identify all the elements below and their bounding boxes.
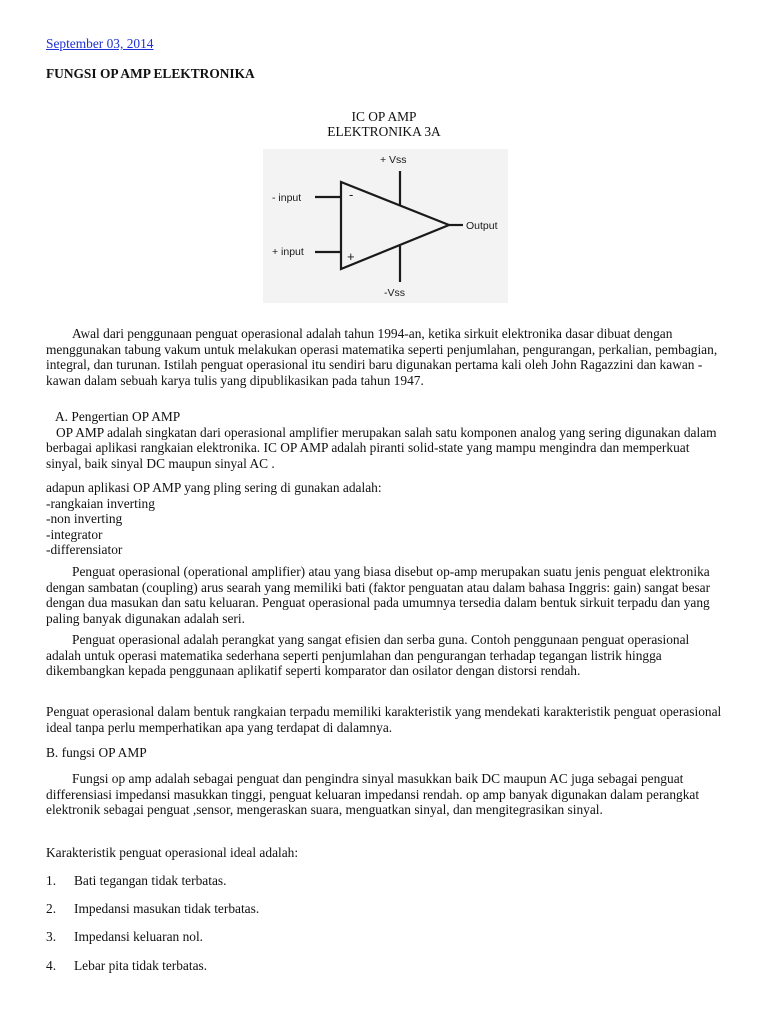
applications-intro: adapun aplikasi OP AMP yang pling sering di gunakan adalah:: [46, 480, 382, 495]
item-text: Bati tegangan tidak terbatas.: [74, 873, 227, 888]
label-vss-pos: + Vss: [380, 154, 407, 166]
efficiency-text: Penguat operasional adalah perangkat yang sangat efisien dan serba guna. Contoh penggunaan penguat operasional adalah untuk operasi matematika sederhana seperti penjumlahan dan pengurangan terhadap tegangan listrik hingga dikembangkan kepada penggunaan aplikatif seperti komparator dan osilator dengan distorsi rendah.: [46, 632, 690, 679]
applications-list: [46, 480, 724, 558]
figure-caption-line1: IC OP AMP: [351, 109, 417, 124]
list-item: -rangkaian inverting: [46, 495, 155, 511]
item-number: 2.: [46, 901, 57, 916]
op-amp-diagram: [263, 149, 508, 303]
list-item: -non inverting: [46, 511, 123, 527]
label-vss-neg: -Vss: [384, 287, 405, 299]
list-item: -integrator: [46, 526, 103, 542]
ideal-paragraph: [46, 704, 724, 735]
characteristics-item: [46, 873, 724, 889]
op-amp-triangle: [341, 182, 449, 269]
ideal-text: Penguat operasional dalam bentuk rangkaian terpadu memiliki karakteristik yang mendekati karakteristik penguat operasional ideal tanpa perlu memperhatikan apa yang terdapat di dalamnya.: [46, 704, 722, 735]
definition-text: Penguat operasional (operational amplifier) atau yang biasa disebut op-amp merupakan suatu jenis penguat elektronika dengan sambatan (coupling) arus searah yang memiliki bati (faktor penguatan atau dalam bahasa Inggris: gain) sangat besar dengan dua masukan dan satu keluaran. Penguat operasional pada umumnya tersedia dalam bentuk sirkuit terpadu dan yang paling banyak digunakan adalah seri.: [46, 564, 711, 626]
item-number: 4.: [46, 958, 57, 973]
sign-plus: +: [347, 249, 355, 264]
sign-minus: -: [349, 187, 354, 202]
op-amp-symbol-icon: [263, 149, 508, 303]
section-a: [46, 409, 724, 471]
section-b-heading-text: B. fungsi OP AMP: [46, 745, 147, 760]
efficiency-paragraph: [46, 632, 724, 679]
characteristics-item: [46, 901, 724, 917]
intro-text: Awal dari penggunaan penguat operasional adalah tahun 1994-an, ketika sirkuit elektronika dasar dibuat dengan menggunakan tabung vakum untuk melakukan operasi matematika seperti penjumlahan, pengurangan, perkalian, pembagian, integral, dan turunan. Istilah penguat operasional itu sendiri baru digunakan pertama kali oleh John Ragazzini dan kawan - kawan dalam sebuah karya tulis yang dipublikasikan pada tahun 1947.: [46, 326, 718, 388]
characteristics-item: [46, 958, 724, 974]
figure-caption-line2: ELEKTRONIKA 3A: [327, 124, 441, 139]
section-a-heading: A. Pengertian OP AMP: [55, 409, 181, 424]
label-input-pos: + input: [272, 246, 304, 258]
label-input-neg: - input: [272, 192, 302, 204]
item-text: Lebar pita tidak terbatas.: [74, 958, 208, 973]
section-b-text: Fungsi op amp adalah sebagai penguat dan pengindra sinyal masukkan baik DC maupun AC juga sebagai penguat differensiasi impedansi masukkan tinggi, penguat keluaran impedansi rendah. op amp banyak digunakan dalam perangkat elektronik sebagai penguat ,sensor, mengeraskan suara, menguatkan sinyal, dan mengitegrasikan sinyal.: [46, 771, 700, 818]
section-b-paragraph: [46, 771, 724, 818]
characteristics-intro-text: Karakteristik penguat operasional ideal adalah:: [46, 845, 299, 860]
intro-paragraph: [46, 326, 724, 388]
item-text: Impedansi masukan tidak terbatas.: [74, 901, 260, 916]
item-text: Impedansi keluaran nol.: [74, 929, 204, 944]
label-output: Output: [466, 220, 498, 232]
item-number: 1.: [46, 873, 57, 888]
list-item: -differensiator: [46, 542, 123, 558]
definition-paragraph: [46, 564, 724, 626]
post-date-link[interactable]: September 03, 2014: [46, 36, 154, 51]
item-number: 3.: [46, 929, 57, 944]
section-b-heading: [46, 745, 724, 761]
section-a-text: OP AMP adalah singkatan dari operasional amplifier merupakan salah satu komponen analog yang sering digunakan dalam berbagai aplikasi rangkaian elektronika. IC OP AMP adalah piranti solid-state yang mampu mengindra dan memperkuat sinyal, baik sinyal DC maupun sinyal AC .: [46, 424, 717, 471]
characteristics-intro: [46, 845, 724, 861]
page-title: FUNGSI OP AMP ELEKTRONIKA: [46, 66, 255, 81]
characteristics-item: [46, 929, 724, 945]
